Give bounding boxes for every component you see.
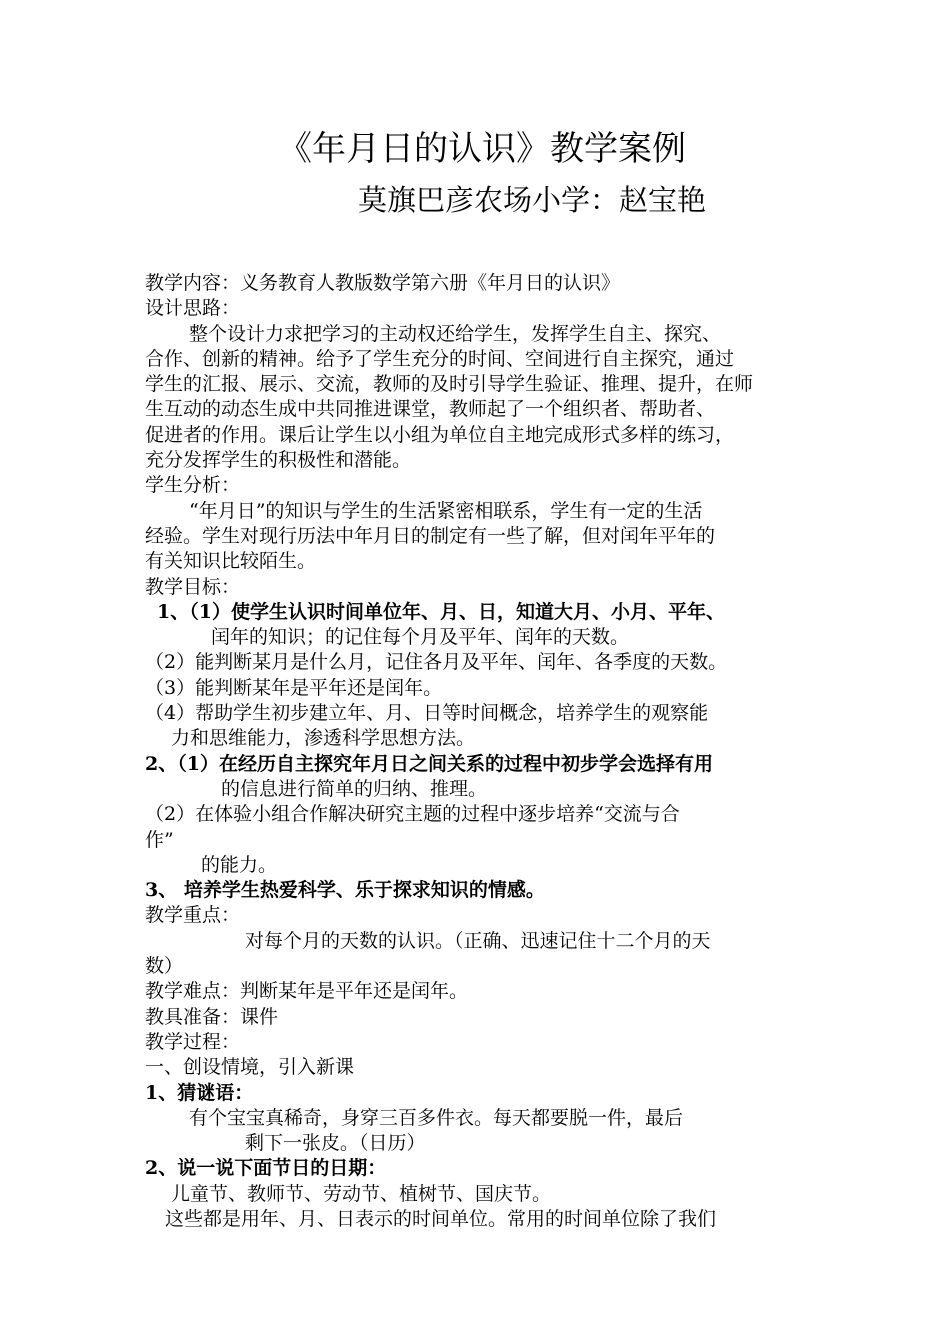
text-line: （3）能判断某年是平年还是闰年。 xyxy=(145,676,443,699)
text-line: 学生分析： xyxy=(145,474,241,497)
text-line: （2）在体验小组合作解决研究主题的过程中逐步培养“交流与合 xyxy=(145,803,680,826)
text-line: 这些都是用年、月、日表示的时间单位。常用的时间单位除了我们 xyxy=(165,1207,717,1230)
text-line: 数） xyxy=(145,955,184,978)
text-line: 教学目标： xyxy=(145,575,241,598)
text-line: 有个宝宝真稀奇，身穿三百多件衣。每天都要脱一件，最后 xyxy=(189,1106,684,1129)
text-line: 儿童节、教师节、劳动节、植树节、国庆节。 xyxy=(171,1182,552,1205)
text-line: 的信息进行简单的归纳、推理。 xyxy=(221,777,488,800)
text-line: 教具准备：课件 xyxy=(145,1005,279,1028)
text-line: 剩下一张皮。（日历） xyxy=(245,1132,426,1155)
document-title: 《年月日的认识》教学案例 xyxy=(278,129,686,169)
text-line: 教学过程： xyxy=(145,1030,241,1053)
text-line: 合作、创新的精神。给予了学生充分的时间、空间进行自主探究，通过 xyxy=(145,347,735,370)
text-line: 充分发挥学生的积极性和潜能。 xyxy=(145,449,412,472)
text-line: 闰年的知识；的记住每个月及平年、闰年的天数。 xyxy=(211,626,630,649)
text-line: 2、（1）在经历自主探究年月日之间关系的过程中初步学会选择有用 xyxy=(145,752,713,775)
author-line: 莫旗巴彦农场小学：赵宝艳 xyxy=(358,183,707,217)
text-line: 1、猜谜语： xyxy=(145,1081,254,1104)
text-line: 1、（1）使学生认识时间单位年、月、日，知道大月、小月、平年、 xyxy=(157,600,725,623)
text-line: 对每个月的天数的认识。（正确、迅速记住十二个月的天 xyxy=(245,929,711,952)
text-line: 经验。学生对现行历法中年月日的制定有一些了解，但对闰年平年的 xyxy=(145,524,716,547)
text-line: 促进者的作用。课后让学生以小组为单位自主地完成形式多样的练习， xyxy=(145,423,735,446)
text-line: 整个设计力求把学习的主动权还给学生，发挥学生自主、探究、 xyxy=(189,322,722,345)
text-line: 作” xyxy=(145,828,174,851)
text-line: 的能力。 xyxy=(201,853,278,876)
text-line: 一、创设情境，引入新课 xyxy=(145,1056,355,1079)
text-line: 2、说一说下面节日的日期： xyxy=(145,1157,387,1180)
text-line: “年月日”的知识与学生的生活紧密相联系，学生有一定的生活 xyxy=(189,499,703,522)
text-line: 有关知识比较陌生。 xyxy=(145,550,317,573)
text-line: 学生的汇报、展示、交流，教师的及时引导学生验证、推理、提升，在师 xyxy=(145,373,754,396)
text-line: 生互动的动态生成中共同推进课堂，教师起了一个组织者、帮助者、 xyxy=(145,398,716,421)
text-line: 教学难点：判断某年是平年还是闰年。 xyxy=(145,980,469,1003)
document-body xyxy=(145,271,825,1232)
text-line: 教学内容：义务教育人教版数学第六册《年月日的认识》 xyxy=(145,272,621,294)
text-line: 3、 培养学生热爱科学、乐于探求知识的情感。 xyxy=(145,879,545,902)
text-line: （2）能判断某月是什么月，记住各月及平年、闰年、各季度的天数。 xyxy=(145,651,728,674)
text-line: 设计思路： xyxy=(145,297,241,320)
text-line: 教学重点： xyxy=(145,904,241,927)
text-line: （4）帮助学生初步建立年、月、日等时间概念，培养学生的观察能 xyxy=(145,702,709,725)
text-line: 力和思维能力，渗透科学思想方法。 xyxy=(171,727,476,750)
